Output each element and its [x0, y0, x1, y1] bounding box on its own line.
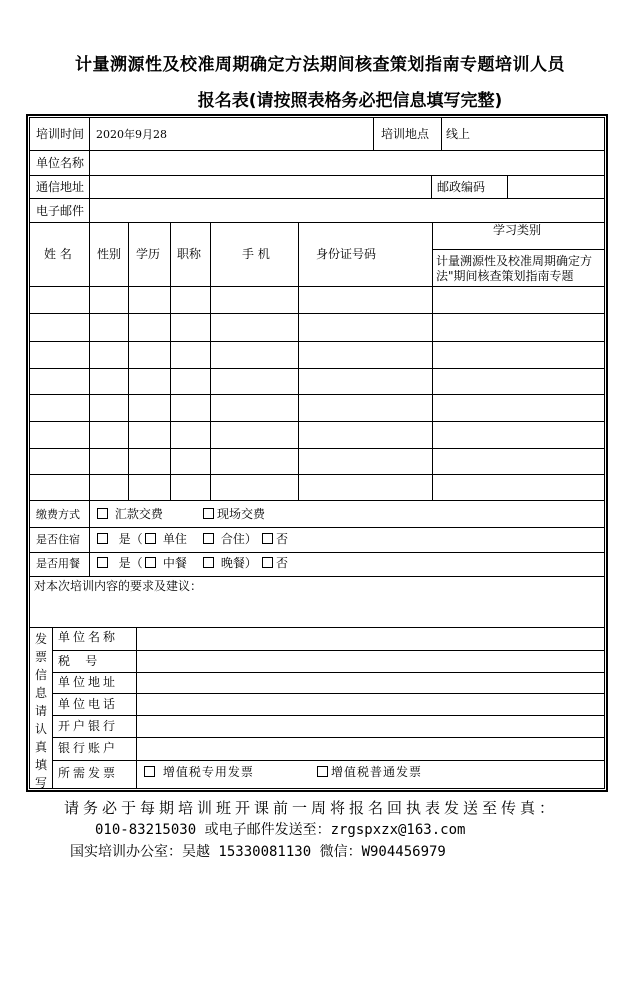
meal-lunch[interactable]: 中餐	[145, 556, 187, 570]
meal-no[interactable]: 否	[262, 556, 288, 570]
lodging-no[interactable]: 否	[262, 532, 288, 546]
footer-line2: 010-83215030 或电子邮件发送至：zrgspxzx@163.com	[95, 822, 466, 838]
invoice-bank-label: 开户银行	[58, 719, 119, 733]
email-label: 电子邮件	[36, 204, 85, 218]
invoice-side-label: 发票信息请认真填写	[34, 632, 47, 790]
col-gender: 性别	[97, 247, 122, 261]
checkbox-icon	[262, 533, 273, 544]
postcode-label: 邮政编码	[437, 180, 486, 194]
training-time-label: 培训时间	[36, 127, 85, 141]
checkbox-icon	[203, 533, 214, 544]
col-education: 学历	[136, 247, 161, 261]
address-label: 通信地址	[36, 180, 85, 194]
lodging-single[interactable]: 单住	[145, 532, 187, 546]
lodging-shared[interactable]: 合住）	[203, 532, 257, 546]
invoice-account-label: 银行账户	[58, 741, 119, 755]
checkbox-icon	[203, 557, 214, 568]
checkbox-icon	[144, 766, 155, 777]
invoice-tax-id-label: 税 号	[58, 654, 98, 668]
training-time-value: 2020年9月28	[96, 128, 167, 141]
meal-yes[interactable]: 是（	[97, 556, 143, 570]
training-location-value: 线上	[446, 127, 471, 141]
meal-dinner[interactable]: 晚餐）	[203, 556, 257, 570]
col-study-topic: 计量溯源性及校准周期确定方法"期间核查策划指南专题	[436, 254, 593, 283]
registration-form	[26, 114, 608, 792]
checkbox-icon	[262, 557, 273, 568]
lodging-yes[interactable]: 是（	[97, 532, 143, 546]
lodging-label: 是否住宿	[36, 533, 80, 546]
checkbox-icon	[203, 508, 214, 519]
col-title: 职称	[177, 247, 202, 261]
payment-label: 缴费方式	[36, 508, 80, 521]
checkbox-icon	[145, 557, 156, 568]
invoice-unit-address-label: 单位地址	[58, 675, 119, 689]
checkbox-icon	[317, 766, 328, 777]
checkbox-icon	[97, 533, 108, 544]
meal-label: 是否用餐	[36, 557, 80, 570]
invoice-type-ordinary[interactable]: 增值税普通发票	[317, 765, 422, 779]
payment-option-onsite[interactable]: 现场交费	[203, 507, 265, 521]
form-title-line2: 报名表(请按照表格务必把信息填写完整)	[197, 91, 503, 111]
form-title-line1: 计量溯源性及校准周期确定方法期间核查策划指南专题培训人员	[75, 55, 565, 75]
footer-line1: 请务必于每期培训班开课前一周将报名回执表发送至传真：	[64, 799, 559, 817]
invoice-type-special[interactable]: 增值税专用发票	[144, 765, 254, 779]
training-location-label: 培训地点	[381, 127, 430, 141]
col-id-number: 身份证号码	[316, 247, 377, 261]
invoice-type-label: 所需发票	[58, 766, 119, 780]
footer-line3: 国实培训办公室：吴越 15330081130 微信：W904456979	[70, 844, 446, 860]
col-name: 姓 名	[44, 247, 72, 261]
col-phone: 手 机	[242, 247, 270, 261]
unit-name-label: 单位名称	[36, 156, 85, 170]
invoice-unit-phone-label: 单位电话	[58, 697, 119, 711]
checkbox-icon	[97, 508, 108, 519]
payment-option-transfer[interactable]: 汇款交费	[97, 507, 163, 521]
checkbox-icon	[97, 557, 108, 568]
checkbox-icon	[145, 533, 156, 544]
invoice-unit-name-label: 单位名称	[58, 630, 119, 644]
col-study-category: 学习类别	[493, 223, 542, 237]
suggestions-label: 对本次培训内容的要求及建议：	[34, 579, 203, 593]
